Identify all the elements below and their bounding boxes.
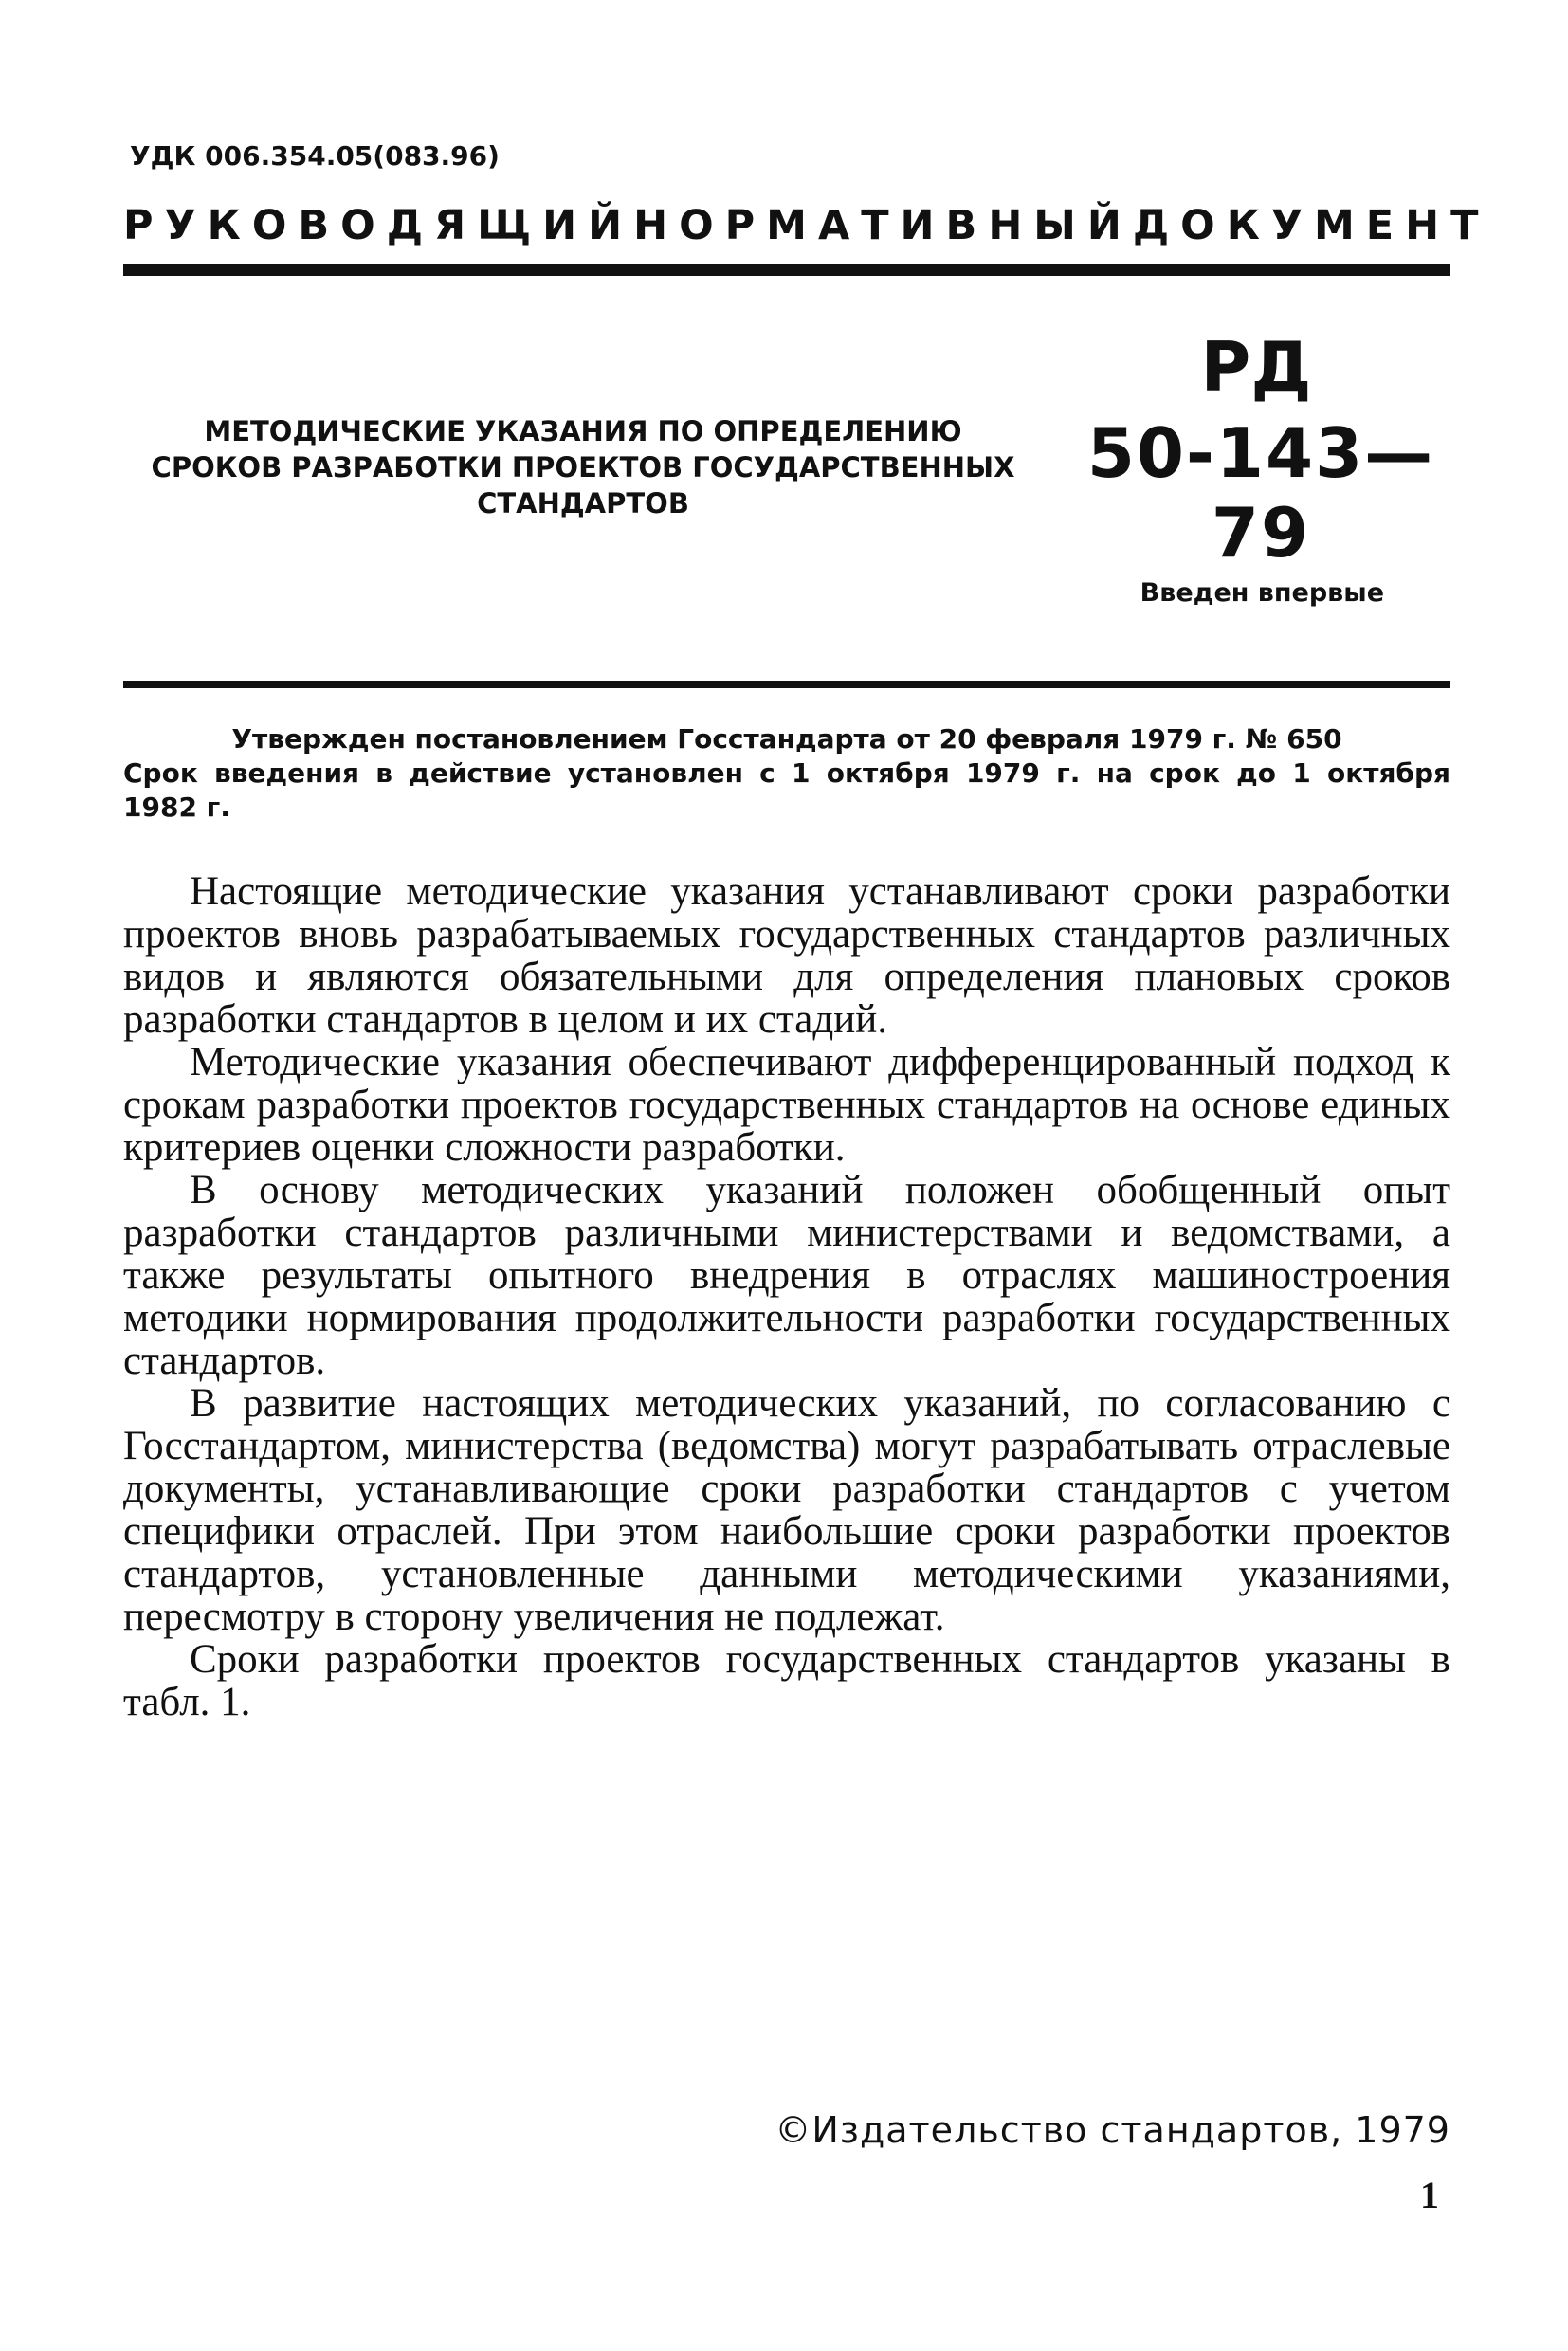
designation-number: 50-143—79 <box>1086 413 1435 573</box>
document-type-banner <box>123 202 1490 249</box>
body-paragraph-5: Сроки разработки проектов государственных стандартов указаны в табл. 1. <box>123 1637 1450 1724</box>
title-divider <box>123 681 1450 688</box>
approval-block <box>123 722 1450 825</box>
body-paragraph-3: В основу методических указаний положен обобщенный опыт разработки стандартов различными министерствами и ведомствами, а также результаты опытного внедрения в отраслях машиностроения методики нормирования продолжительности разработки государственных стандартов. <box>123 1168 1450 1383</box>
designation-label: РД <box>1200 327 1312 407</box>
title-line-2: СРОКОВ РАЗРАБОТКИ ПРОЕКТОВ ГОСУДАРСТВЕННЫХ <box>151 451 1015 483</box>
body-paragraph-1: Настоящие методические указания устанавливают сроки разработки проектов вновь разрабатываемых государственных стандартов различных видов и являются обязательными для определения плановых сроков разработки стандартов в целом и их стадий. <box>123 869 1450 1042</box>
copyright-notice: ©Издательство стандартов, 1979 <box>775 2109 1450 2151</box>
title-line-3: СТАНДАРТОВ <box>477 487 689 519</box>
approval-line-3: 1982 г. <box>123 792 230 823</box>
banner-word-1: РУКОВОДЯЩИЙ <box>123 202 634 249</box>
body-paragraph-4: В развитие настоящих методических указаний, по согласованию с Госстандартом, министерства (ведомства) могут разрабатывать отраслевые документы, устанавливающие сроки разработки стандартов с учетом специфики отраслей. При этом наибольшие сроки разработки проектов стандартов, установленные данными методическими указаниями, пересмотру в сторону увеличения не подлежат. <box>123 1381 1450 1639</box>
page-number: 1 <box>1420 2174 1439 2216</box>
body-text <box>123 870 1450 1723</box>
approval-line-1: Утвержден постановлением Госстандарта от 20 февраля 1979 г. № 650 <box>231 723 1342 755</box>
body-paragraph-2: Методические указания обеспечивают дифференцированный подход к срокам разработки проектов государственных стандартов на основе единых критериев оценки сложности разработки. <box>123 1040 1450 1170</box>
approval-line-2: Срок введения в действие установлен с 1 октября 1979 г. на срок до 1 октября <box>123 757 1450 789</box>
title-line-1: МЕТОДИЧЕСКИЕ УКАЗАНИЯ ПО ОПРЕДЕЛЕНИЮ <box>204 415 962 447</box>
header-divider <box>123 264 1450 276</box>
introduction-note: Введен впервые <box>1140 578 1384 608</box>
banner-word-2: НОРМАТИВНЫЙ <box>633 202 1133 249</box>
udk-code: УДК 006.354.05(083.96) <box>130 140 500 172</box>
banner-word-3: ДОКУМЕНТ <box>1132 202 1490 249</box>
document-title <box>114 413 1052 521</box>
